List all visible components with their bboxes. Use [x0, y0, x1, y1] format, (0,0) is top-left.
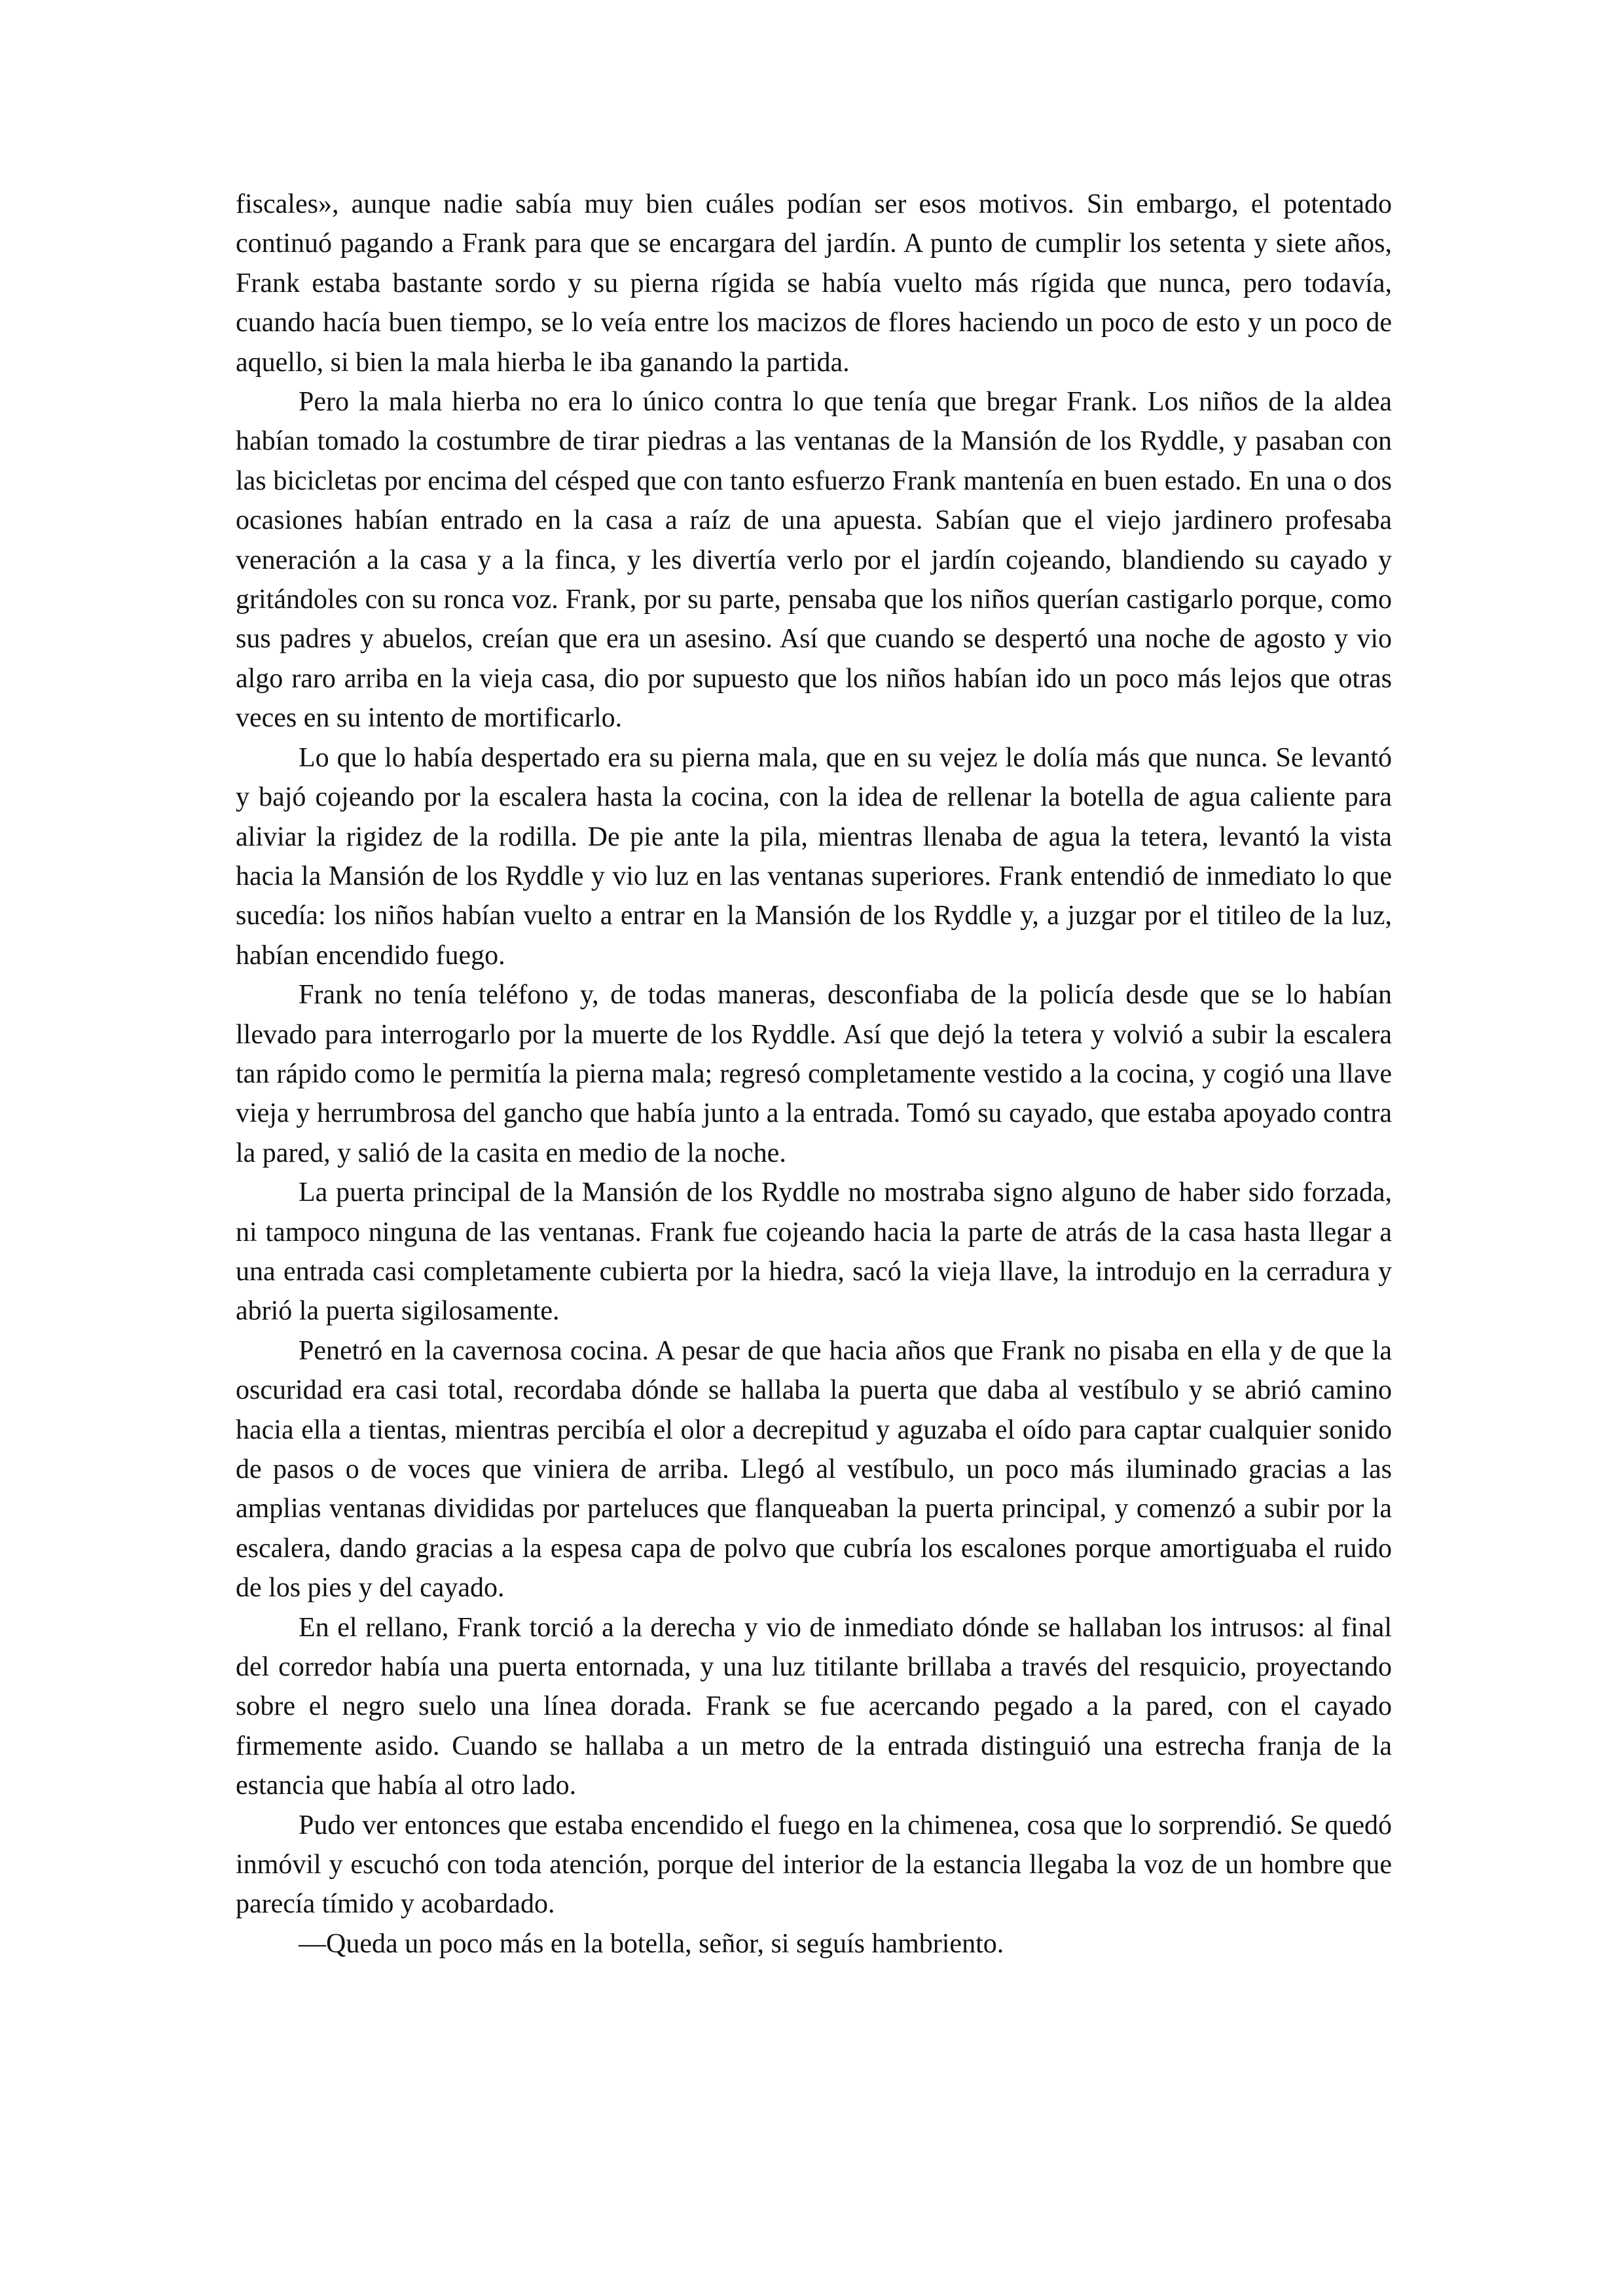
- paragraph-5: La puerta principal de la Mansión de los Ryddle no mostraba signo alguno de haber sido forzada, ni tampoco ninguna de las ventanas. Frank fue cojeando hacia la parte de atrás de la casa hasta llegar a una entrada casi completamente cubierta por la hiedra, sacó la vieja llave, la introdujo en la cerradura y abrió la puerta sigilosamente.: [236, 1177, 1392, 1327]
- paragraph-7: En el rellano, Frank torció a la derecha y vio de inmediato dónde se hallaban los intrusos: al final del corredor había una puerta entornada, y una luz titilante brillaba a través del resquicio, proyectando sobre el negro suelo una línea dorada. Frank se fue acercando pegado a la pared, con el cayado firmemente asido. Cuando se hallaba a un metro de la entrada distinguió una estrecha franja de la estancia que había al otro lado.: [236, 1612, 1392, 1801]
- dialogue-line: —Queda un poco más en la botella, señor, si seguís hambriento.: [299, 1928, 1004, 1959]
- paragraph-2: Pero la mala hierba no era lo único contra lo que tenía que bregar Frank. Los niños de la aldea habían tomado la costumbre de tirar piedras a las ventanas de la Mansión de los Ryddle, y pasaban con las bicicletas por encima del césped que con tanto esfuerzo Frank mantenía en buen estado. En una o dos ocasiones habían entrado en la casa a raíz de una apuesta. Sabían que el viejo jardinero profesaba veneración a la casa y a la finca, y les divertía verlo por el jardín cojeando, blandiendo su cayado y gritándoles con su ronca voz. Frank, por su parte, pensaba que los niños querían castigarlo porque, como sus padres y abuelos, creían que era un asesino. Así que cuando se despertó una noche de agosto y vio algo raro arriba en la vieja casa, dio por supuesto que los niños habían ido un poco más lejos que otras veces en su intento de mortificarlo.: [236, 387, 1392, 734]
- paragraph-8: Pudo ver entonces que estaba encendido el fuego en la chimenea, cosa que lo sorprendió. Se quedó inmóvil y escuchó con toda atención, porque del interior de la estancia llegaba la voz de un hombre que parecía tímido y acobardado.: [236, 1810, 1392, 1920]
- paragraph-3: Lo que lo había despertado era su pierna mala, que en su vejez le dolía más que nunca. Se levantó y bajó cojeando por la escalera hasta la cocina, con la idea de rellenar la botella de agua caliente para aliviar la rigidez de la rodilla. De pie ante la pila, mientras llenaba de agua la tetera, levantó la vista hacia la Mansión de los Ryddle y vio luz en las ventanas superiores. Frank entendió de inmediato lo que sucedía: los niños habían vuelto a entrar en la Mansión de los Ryddle y, a juzgar por el titileo de la luz, habían encendido fuego.: [236, 742, 1392, 971]
- page-body: [236, 185, 1392, 1964]
- paragraph-6: Penetró en la cavernosa cocina. A pesar de que hacia años que Frank no pisaba en ella y de que la oscuridad era casi total, recordaba dónde se hallaba la puerta que daba al vestíbulo y se abrió camino hacia ella a tientas, mientras percibía el olor a decrepitud y aguzaba el oído para captar cualquier sonido de pasos o de voces que viniera de arriba. Llegó al vestíbulo, un poco más iluminado gracias a las amplias ventanas divididas por parteluces que flanqueaban la puerta principal, y comenzó a subir por la escalera, dando gracias a la espesa capa de polvo que cubría los escalones porque amortiguaba el ruido de los pies y del cayado.: [236, 1335, 1392, 1604]
- paragraph-1: fiscales», aunque nadie sabía muy bien cuáles podían ser esos motivos. Sin embargo, el potentado continuó pagando a Frank para que se encargara del jardín. A punto de cumplir los setenta y siete años, Frank estaba bastante sordo y su pierna rígida se había vuelto más rígida que nunca, pero todavía, cuando hacía buen tiempo, se lo veía entre los macizos de flores haciendo un poco de esto y un poco de aquello, si bien la mala hierba le iba ganando la partida.: [236, 189, 1392, 378]
- paragraph-4: Frank no tenía teléfono y, de todas maneras, desconfiaba de la policía desde que se lo habían llevado para interrogarlo por la muerte de los Ryddle. Así que dejó la tetera y volvió a subir la escalera tan rápido como le permitía la pierna mala; regresó completamente vestido a la cocina, y cogió una llave vieja y herrumbrosa del gancho que había junto a la entrada. Tomó su cayado, que estaba apoyado contra la pared, y salió de la casita en medio de la noche.: [236, 980, 1392, 1168]
